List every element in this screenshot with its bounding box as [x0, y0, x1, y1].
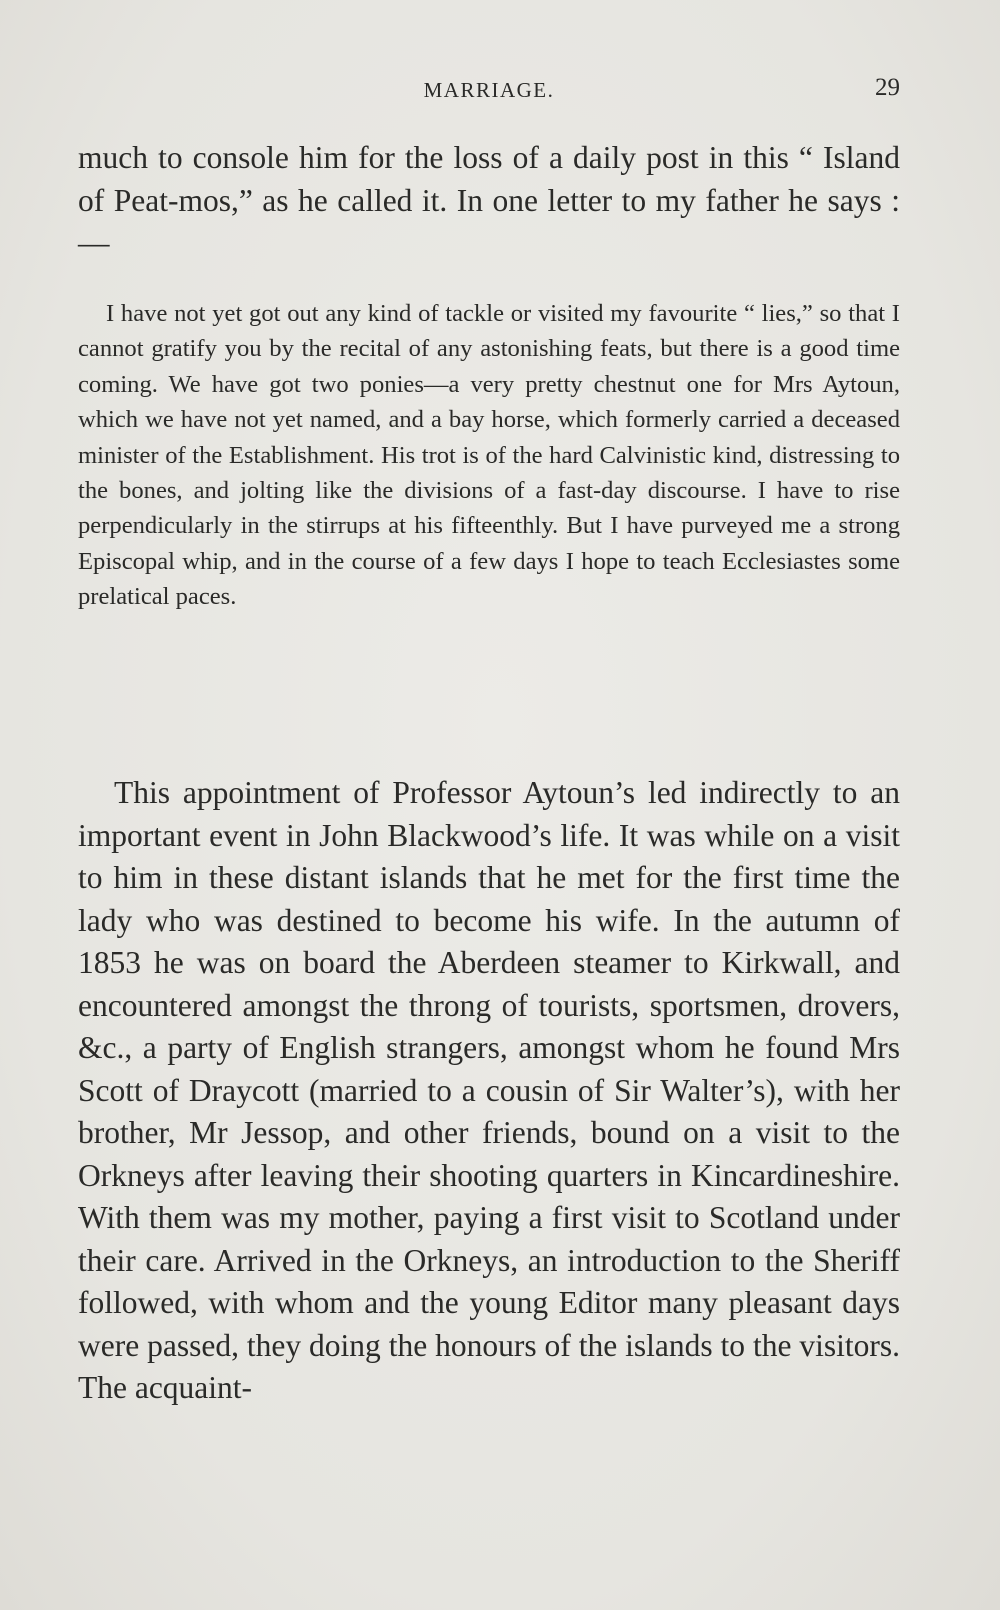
appointment-paragraph: [78, 772, 900, 1410]
running-head: MARRIAGE.: [423, 78, 555, 102]
intro-text: much to console him for the loss of a daily post in this “ Island of Peat-mos,” as he called it. In one letter to my father he says :—: [78, 140, 900, 260]
page-header: [78, 70, 900, 110]
page-number: 29: [875, 74, 900, 101]
intro-paragraph: [78, 137, 900, 265]
letter-extract: [78, 296, 900, 615]
letter-text: I have not yet got out any kind of tackle or visited my favourite “ lies,” so that I cannot gratify you by the recital of any astonishing feats, but there is a good time coming. We have got two ponies—a very pretty chestnut one for Mrs Aytoun, which we have not yet named, and a bay horse, which formerly carried a deceased minister of the Establishment. His trot is of the hard Calvinistic kind, distressing to the bones, and jolting like the divisions of a fast-day discourse. I have to rise perpendicularly in the stirrups at his fifteenthly. But I have purveyed me a strong Episcopal whip, and in the course of a few days I hope to teach Ecclesiastes some prelatical paces.: [78, 300, 900, 611]
appointment-text: This appointment of Professor Aytoun’s led indirectly to an important event in John Blackwood’s life. It was while on a visit to him in these distant islands that he met for the first time the lady who was destined to become his wife. In the autumn of 1853 he was on board the Aberdeen steamer to Kirkwall, and encountered amongst the throng of tourists, sportsmen, drovers, &c., a party of English strangers, amongst whom he found Mrs Scott of Draycott (married to a cousin of Sir Walter’s), with her brother, Mr Jessop, and other friends, bound on a visit to the Orkneys after leaving their shooting quarters in Kincardineshire. With them was my mother, paying a first visit to Scotland under their care. Arrived in the Orkneys, an introduction to the Sheriff followed, with whom and the young Editor many pleasant days were passed, they doing the honours of the islands to the visitors. The acquaint-: [78, 775, 900, 1405]
